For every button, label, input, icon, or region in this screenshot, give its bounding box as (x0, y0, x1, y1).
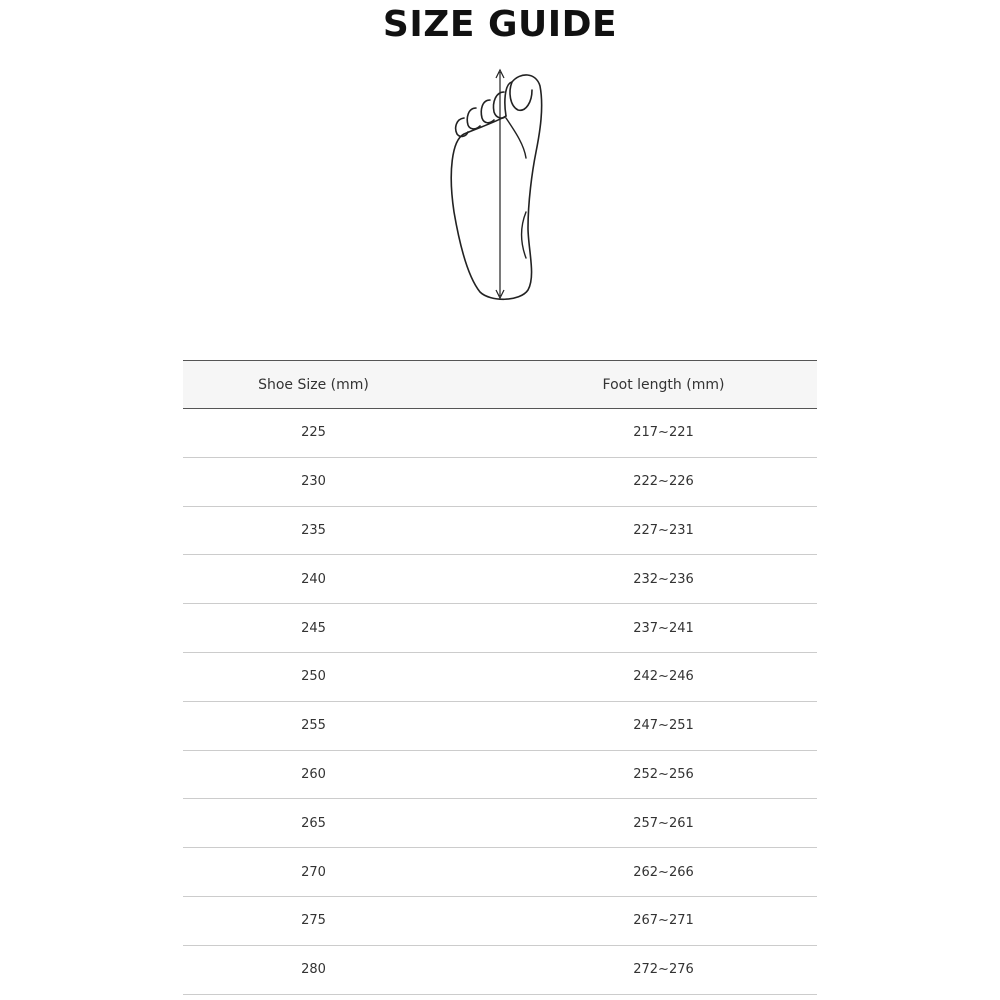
table-row (183, 409, 817, 458)
shoe-size-cell: 235 (183, 506, 500, 555)
arch-line (522, 212, 527, 258)
table-row (183, 506, 817, 555)
big-toe (510, 82, 532, 110)
shoe-size-cell: 280 (183, 945, 500, 994)
foot-length-icon (440, 62, 560, 307)
little-toe (456, 118, 468, 136)
shoe-size-cell: 275 (183, 896, 500, 945)
table-row (183, 896, 817, 945)
shoe-size-cell: 270 (183, 848, 500, 897)
shoe-size-cell: 225 (183, 409, 500, 458)
table-row (183, 652, 817, 701)
foot-outline (451, 75, 541, 299)
foot-length-cell: 252~256 (500, 750, 817, 799)
foot-length-cell: 237~241 (500, 604, 817, 653)
table-row (183, 750, 817, 799)
shoe-size-cell: 265 (183, 799, 500, 848)
foot-length-cell: 272~276 (500, 945, 817, 994)
shoe-size-cell: 240 (183, 555, 500, 604)
shoe-size-cell: 255 (183, 701, 500, 750)
table-row (183, 945, 817, 994)
foot-length-cell: 257~261 (500, 799, 817, 848)
header-foot-length: Foot length (mm) (500, 361, 817, 409)
foot-length-cell: 217~221 (500, 409, 817, 458)
foot-length-cell: 242~246 (500, 652, 817, 701)
table-row (183, 457, 817, 506)
table-row (183, 848, 817, 897)
page-title: SIZE GUIDE (382, 4, 618, 45)
size-table (183, 360, 817, 995)
table-row (183, 604, 817, 653)
foot-length-cell: 222~226 (500, 457, 817, 506)
ball-line (506, 118, 526, 158)
foot-length-cell: 232~236 (500, 555, 817, 604)
table-header-row (183, 361, 817, 409)
foot-length-cell: 227~231 (500, 506, 817, 555)
header-shoe-size: Shoe Size (mm) (183, 361, 500, 409)
fourth-toe (467, 108, 480, 129)
table-row (183, 701, 817, 750)
table-row (183, 799, 817, 848)
shoe-size-cell: 260 (183, 750, 500, 799)
shoe-size-cell: 230 (183, 457, 500, 506)
shoe-size-cell: 245 (183, 604, 500, 653)
foot-length-cell: 247~251 (500, 701, 817, 750)
foot-length-cell: 262~266 (500, 848, 817, 897)
table-row (183, 555, 817, 604)
third-toe (481, 100, 494, 123)
size-table-body (183, 409, 817, 995)
foot-length-cell: 267~271 (500, 896, 817, 945)
shoe-size-cell: 250 (183, 652, 500, 701)
